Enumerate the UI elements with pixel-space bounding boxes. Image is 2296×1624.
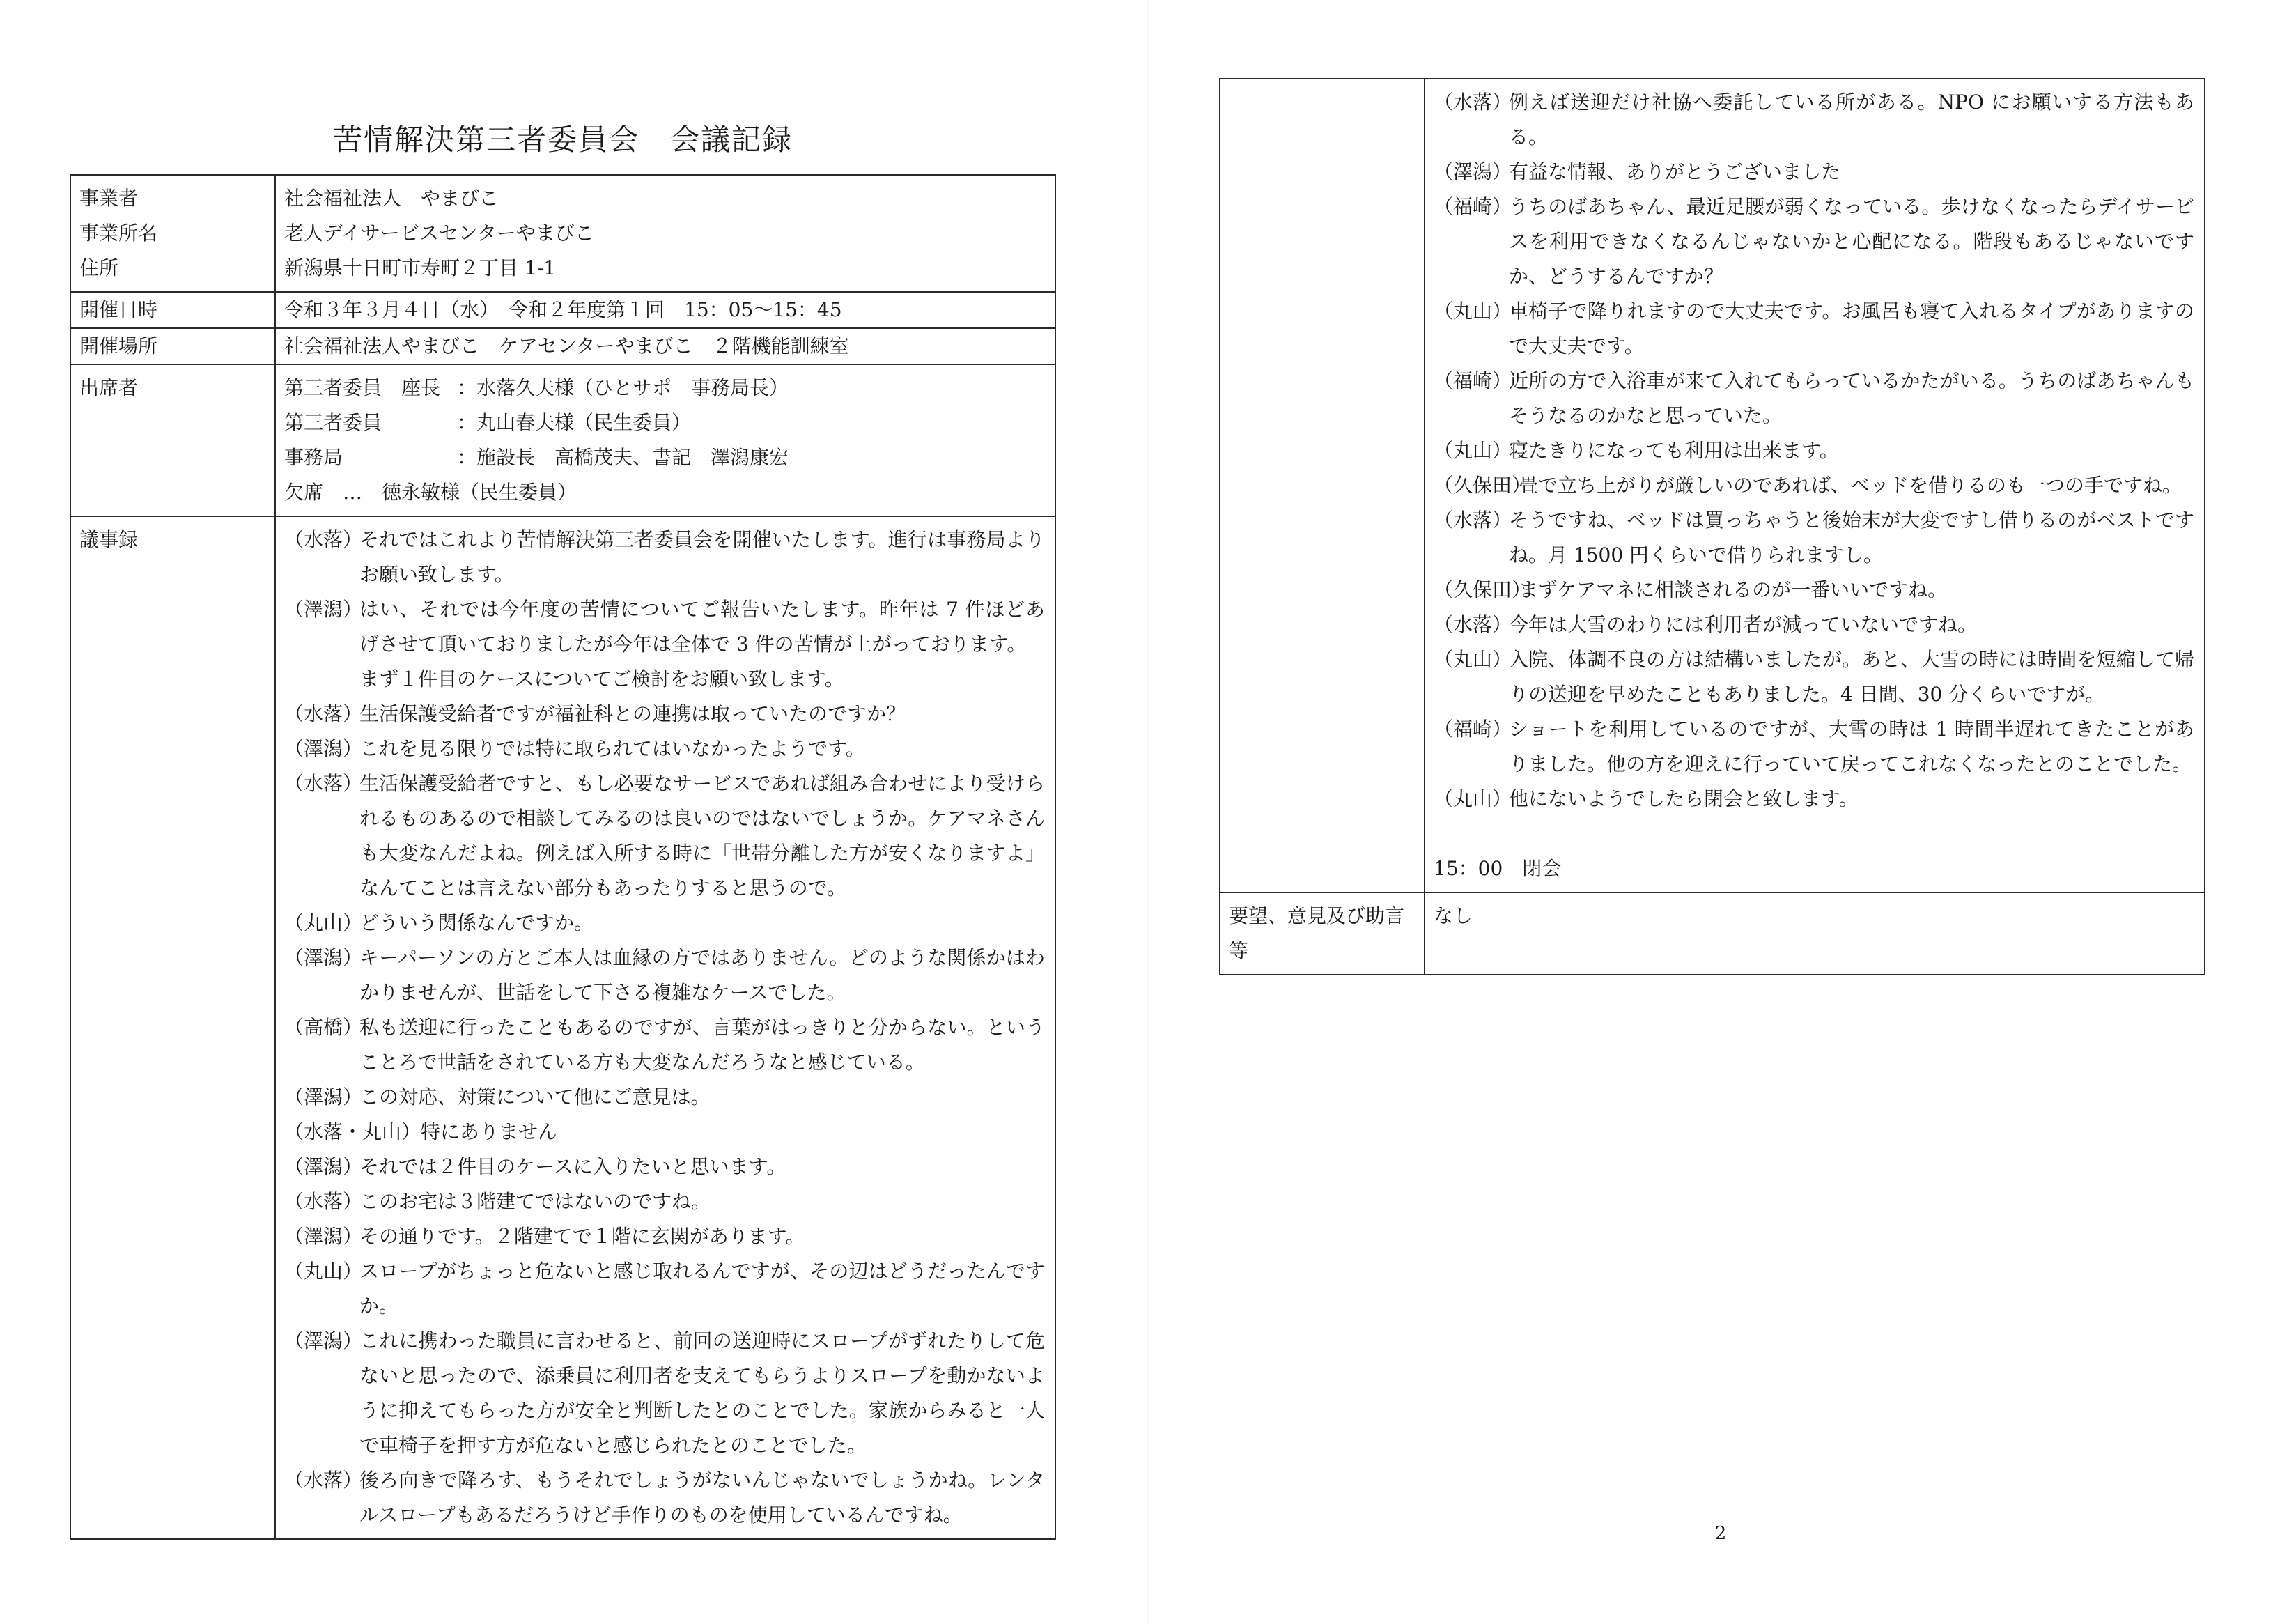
entry-text: その通りです。２階建てで１階に玄関があります。 <box>359 1225 805 1248</box>
entry-text: それでは２件目のケースに入りたいと思います。 <box>359 1155 786 1178</box>
minutes-entry <box>1434 782 2194 817</box>
venue-label: 開催場所 <box>79 334 158 357</box>
venue-value: 社会福祉法人やまびこ ケアセンターやまびこ ２階機能訓練室 <box>284 334 849 357</box>
speaker-label: （澤潟） <box>284 1329 363 1352</box>
attendees-label-cell <box>70 364 275 516</box>
attendee-row <box>284 440 1048 475</box>
entry-text: 例えば送迎だけ社協へ委託している所がある。NPO にお願いする方法もある。 <box>1509 91 2194 148</box>
minutes-cell <box>275 516 1055 1539</box>
entry-text: 車椅子で降りれますので大丈夫です。お風呂も寝て入れるタイプがありますので大丈夫です。 <box>1509 300 2194 357</box>
minutes-entry <box>1434 155 2194 190</box>
attendee-name: ：丸山春夫様（民生委員） <box>457 411 692 434</box>
minutes-entry <box>1434 712 2194 782</box>
address-label: 住所 <box>79 256 119 279</box>
entry-text: これを見る限りでは特に取られてはいなかったようです。 <box>359 737 865 760</box>
speaker-label: （久保田） <box>1434 578 1532 601</box>
address-value: 新潟県十日町市寿町２丁目 1-1 <box>284 256 556 279</box>
minutes-entry <box>284 1010 1045 1080</box>
speaker-label: （水落） <box>284 1469 363 1492</box>
entry-text: 近所の方で入浴車が来て入れてもらっているかたがいる。うちのばあちゃんもそうなるのかなと思っていた。 <box>1509 369 2194 427</box>
minutes-entry <box>1434 608 2194 642</box>
business-values-cell <box>275 175 1055 292</box>
meeting-record-table <box>70 174 1056 1540</box>
minutes-entry <box>1434 573 2194 608</box>
entry-text: そうですね、ベッドは買っちゃうと後始末が大変ですし借りるのがベストですね。月 1500 円くらいで借りられますし。 <box>1509 509 2194 566</box>
entry-text: 今年は大雪のわりには利用者が減っていないですね。 <box>1509 613 1978 636</box>
speaker-label: （福崎） <box>1434 195 1512 218</box>
entry-text: まず１件目のケースについてご検討をお願い致します。 <box>359 667 844 690</box>
entry-text: 入院、体調不良の方は結構いましたが。あと、大雪の時には時間を短縮して帰りの送迎を早めたこともありました。4 日間、30 分くらいですが。 <box>1509 648 2194 706</box>
entry-text: スロープがちょっと危ないと感じ取れるんですが、その辺はどうだったんですか。 <box>359 1260 1045 1317</box>
speaker-label: （水落） <box>284 702 363 725</box>
entry-text: 私も送迎に行ったこともあるのですが、言葉がはっきりと分からない。ということろで世話をされている方も大変なんだろうなと感じている。 <box>359 1016 1045 1074</box>
minutes-entry <box>284 1219 1045 1254</box>
attendees-label: 出席者 <box>79 376 139 399</box>
business-label: 事業者 <box>79 187 139 210</box>
entry-text: ショートを利用しているのですが、大雪の時は 1 時間半遅れてきたことがありました。他の方を迎えに行っていて戻ってこれなくなったとのことでした。 <box>1509 718 2194 775</box>
blank-line <box>1434 817 2194 851</box>
speaker-label: （水落） <box>1434 613 1512 636</box>
minutes-entry <box>284 941 1045 1010</box>
speaker-label: （澤潟） <box>284 1155 363 1178</box>
office-value: 老人デイサービスセンターやまびこ <box>284 222 594 245</box>
minutes-entry <box>1434 503 2194 573</box>
speaker-label: （丸山） <box>1434 787 1512 810</box>
speaker-label: （澤潟） <box>1434 160 1512 183</box>
requests-value: なし <box>1434 904 1473 927</box>
speaker-label: （丸山） <box>1434 648 1512 671</box>
minutes-entry <box>1434 364 2194 433</box>
minutes-entry <box>284 662 1045 697</box>
minutes-entry <box>1434 294 2194 364</box>
minutes-entry <box>1434 642 2194 712</box>
minutes-entry <box>284 697 1045 732</box>
continued-label-cell <box>1220 79 1425 892</box>
speaker-label: （澤潟） <box>284 598 363 621</box>
speaker-label: （水落） <box>284 772 363 795</box>
absentee-row <box>284 475 1048 510</box>
speaker-label: （丸山） <box>284 911 363 934</box>
attendee-role: 事務局 <box>284 446 343 469</box>
speaker-label: （水落） <box>284 1190 363 1213</box>
speaker-label: （福崎） <box>1434 369 1512 392</box>
minutes-entry <box>284 732 1045 766</box>
minutes-entry <box>284 1080 1045 1115</box>
minutes-entry <box>284 1254 1045 1324</box>
venue-value-cell <box>275 328 1055 364</box>
entry-text: 他にないようでしたら閉会と致します。 <box>1509 787 1859 810</box>
minutes-entry <box>284 906 1045 941</box>
entry-text: 畳で立ち上がりが厳しいのであれば、ベッドを借りるのも一つの手ですね。 <box>1519 474 2182 497</box>
speaker-label: （久保田） <box>1434 474 1532 497</box>
date-label: 開催日時 <box>79 298 158 321</box>
entry-text: 特にありません <box>421 1120 558 1143</box>
speaker-label: （水落） <box>1434 91 1512 114</box>
minutes-entry <box>284 1150 1045 1184</box>
minutes-entry <box>284 1115 1045 1150</box>
continued-record-table <box>1219 78 2205 975</box>
page-number: 2 <box>1714 1523 1727 1544</box>
absentee-text: 欠席 … 徳永敏様（民生委員） <box>284 481 577 504</box>
minutes-label: 議事録 <box>79 528 139 551</box>
speaker-label: （高橋） <box>284 1016 363 1039</box>
page-title: 苦情解決第三者委員会 会議記録 <box>332 123 793 157</box>
speaker-label: （水落・丸山） <box>284 1120 421 1143</box>
entry-text: キーパーソンの方とご本人は血縁の方ではありません。どのような関係かはわかりませんが、世話をして下さる複雑なケースでした。 <box>359 946 1045 1004</box>
entry-text: これに携わった職員に言わせると、前回の送迎時にスロープがずれたりして危ないと思ったので、添乗員に利用者を支えてもらうよりスロープを動かないように抑えてもらった方が安全と判断したとのことでした。家族からみると一人で車椅子を押す方が危ないと感じられたとのことでした。 <box>359 1329 1045 1457</box>
continued-minutes-cell <box>1425 79 2205 892</box>
entry-text: この対応、対策について他にご意見は。 <box>359 1085 711 1108</box>
minutes-label-cell <box>70 516 275 1539</box>
requests-label: 要望、意見及び助言等 <box>1229 904 1405 962</box>
office-label: 事業所名 <box>79 222 158 245</box>
minutes-entry <box>284 766 1045 906</box>
minutes-entry <box>1434 85 2194 155</box>
speaker-label: （丸山） <box>284 1260 363 1283</box>
business-value: 社会福祉法人 やまびこ <box>284 187 499 210</box>
page-divider <box>1147 0 1148 1624</box>
speaker-label: （澤潟） <box>284 1225 363 1248</box>
entry-text: 寝たきりになっても利用は出来ます。 <box>1509 439 1839 462</box>
minutes-entry <box>284 523 1045 592</box>
date-value: 令和３年３月４日（水） 令和２年度第１回 15：05～15：45 <box>284 298 842 321</box>
date-value-cell <box>275 292 1055 328</box>
closing-time: 15：00 閉会 <box>1434 857 1562 880</box>
speaker-label: （福崎） <box>1434 718 1512 741</box>
minutes-entry <box>284 1184 1045 1219</box>
minutes-entry <box>284 1324 1045 1463</box>
entry-text: まずケアマネに相談されるのが一番いいですね。 <box>1519 578 1948 601</box>
minutes-entry <box>1434 190 2194 294</box>
entry-text: 生活保護受給者ですが福祉科との連携は取っていたのですか？ <box>359 702 906 725</box>
entry-text: 有益な情報、ありがとうございました <box>1509 160 1841 183</box>
requests-value-cell <box>1425 892 2205 975</box>
speaker-label: （丸山） <box>1434 300 1512 323</box>
entry-text: はい、それでは今年度の苦情についてご報告いたします。昨年は 7 件ほどあげさせて頂いておりましたが今年は全体で 3 件の苦情が上がっております。 <box>359 598 1045 656</box>
minutes-entry <box>284 592 1045 662</box>
entry-text: うちのばあちゃん、最近足腰が弱くなっている。歩けなくなったらデイサービスを利用できなくなるんじゃないかと心配になる。階段もあるじゃないですか、どうするんですか？ <box>1509 195 2194 288</box>
entry-text: このお宅は３階建てではないのですね。 <box>359 1190 711 1213</box>
speaker-label: （水落） <box>284 528 363 551</box>
attendee-role: 第三者委員 <box>284 411 382 434</box>
entry-text: どういう関係なんですか。 <box>359 911 594 934</box>
entry-text: 生活保護受給者ですと、もし必要なサービスであれば組み合わせにより受けられるものあるので相談してみるのは良いのではないでしょうか。ケアマネさんも大変なんだよね。例えば入所する時に「世帯分離した方が安くなりますよ」なんてことは言えない部分もあったりすると思うので。 <box>359 772 1045 899</box>
minutes-entry <box>1434 433 2194 468</box>
attendee-role: 第三者委員 座長 <box>284 376 441 399</box>
business-labels-cell <box>70 175 275 292</box>
speaker-label: （澤潟） <box>284 946 363 969</box>
entry-text: それではこれより苦情解決第三者委員会を開催いたします。進行は事務局よりお願い致します。 <box>359 528 1045 586</box>
entry-text: 後ろ向きで降ろす、もうそれでしょうがないんじゃないでしょうかね。レンタルスロープもあるだろうけど手作りのものを使用しているんですね。 <box>359 1469 1045 1526</box>
date-label-cell <box>70 292 275 328</box>
attendee-row <box>284 371 1048 405</box>
speaker-label: （澤潟） <box>284 1085 363 1108</box>
minutes-entry <box>284 1463 1045 1533</box>
speaker-label: （水落） <box>1434 509 1512 532</box>
speaker-label <box>284 662 359 697</box>
speaker-label: （澤潟） <box>284 737 363 760</box>
attendees-cell <box>275 364 1055 516</box>
attendee-name: ：施設長 高橋茂夫、書記 澤潟康宏 <box>457 446 789 469</box>
attendee-name: ：水落久夫様（ひとサポ 事務局長） <box>457 376 789 399</box>
minutes-entry <box>1434 468 2194 503</box>
speaker-label: （丸山） <box>1434 439 1512 462</box>
requests-label-cell <box>1220 892 1425 975</box>
attendee-row <box>284 405 1048 440</box>
venue-label-cell <box>70 328 275 364</box>
